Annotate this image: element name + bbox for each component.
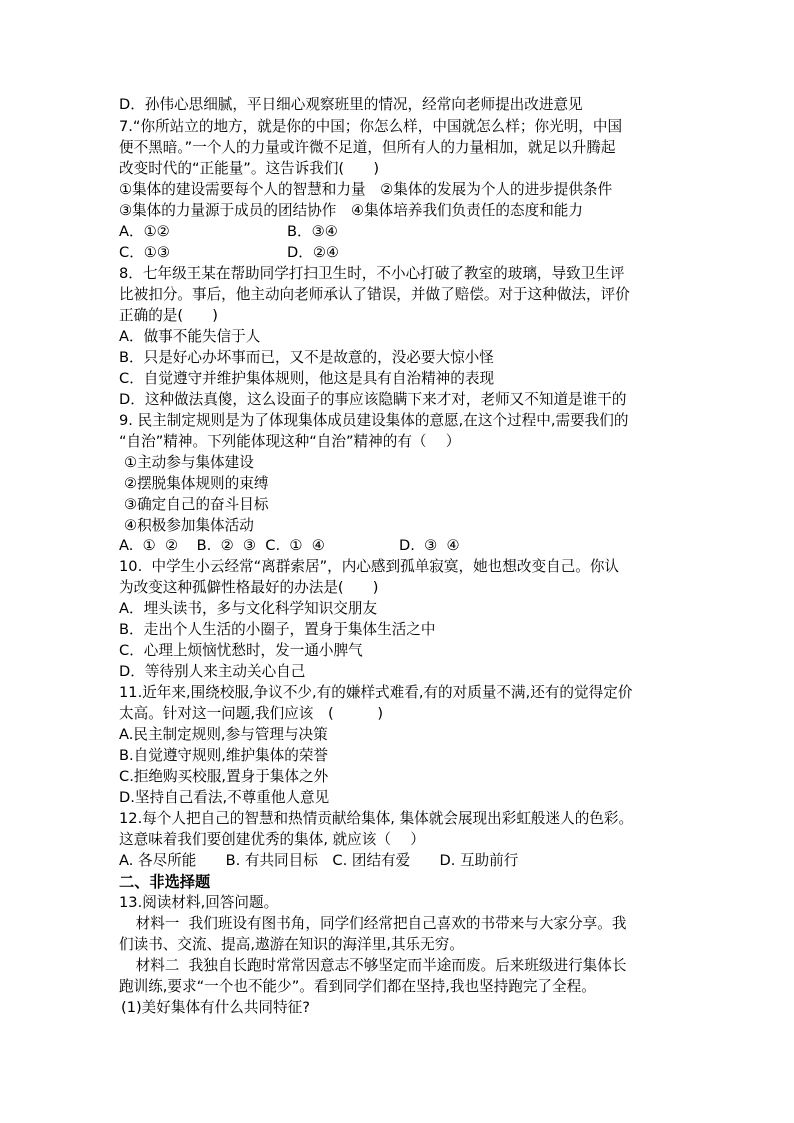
section-heading-non-choice: 二、非选择题	[119, 873, 211, 891]
q11-stem-line-1: 11.近年来,围绕校服,争议不少,有的嫌样式难看,有的对质量不满,还有的觉得定价	[119, 684, 633, 701]
q11-option-c: C.拒绝购买校服,置身于集体之外	[119, 768, 329, 785]
q9-statement-3: ③确定自己的奋斗目标	[124, 496, 269, 513]
q8-option-c: C．自觉遵守并维护集体规则，他这是具有自治精神的表现	[119, 370, 495, 387]
q7-statements-1: ①集体的建设需要每个人的智慧和力量 ②集体的发展为个人的进步提供条件	[119, 181, 613, 198]
q9-statement-4: ④积极参加集体活动	[124, 517, 254, 534]
q10-stem-line-1: 10. 中学生小云经常“离群索居”，内心感到孤单寂寞，她也想改变自己。你认	[119, 558, 620, 575]
q12-stem-line-1: 12.每个人把自己的智慧和热情贡献给集体, 集体就会展现出彩虹般迷人的色彩。	[119, 810, 634, 827]
q10-stem-line-2: 为改变这种孤僻性格最好的办法是( )	[119, 579, 379, 596]
q6-option-d: D．孙伟心思细腻，平日细心观察班里的情况，经常向老师提出改进意见	[119, 96, 583, 113]
q7-stem-line-1: 7.“你所站立的地方，就是你的中国；你怎么样，中国就怎么样；你光明，中国	[119, 118, 623, 135]
q8-option-d: D．这种做法真傻，这么设面子的事应该隐瞒下来才对，老师又不知道是谁干的	[119, 391, 627, 408]
q13-material-2-line-2: 跑训练,要求“一个也不能少”。看到同学们都在坚持,我也坚持跑完了全程。	[119, 978, 596, 995]
q8-stem-line-2: 比被扣分。事后，他主动向老师承认了错误，并做了赔偿。对于这种做法，评价	[119, 286, 630, 303]
q10-option-a: A．埋头读书，多与文化科学知识交朋友	[119, 600, 378, 617]
q8-option-a: A．做事不能失信于人	[119, 328, 261, 345]
q9-options-abc: A. ① ② B. ② ③ C. ① ④	[119, 537, 325, 554]
q11-stem-line-2: 太高。针对这一问题,我们应该 ( )	[119, 705, 384, 722]
q7-stem-line-2: 便不黑暗。”一个人的力量或许微不足道，但所有人的力量相加，就足以升腾起	[119, 139, 616, 156]
q7-option-a: A．①②	[119, 223, 170, 240]
q11-option-b: B.自觉遵守规则,维护集体的荣誉	[119, 747, 329, 764]
q13-material-1-line-2: 们读书、交流、提高,遨游在知识的海洋里,其乐无穷。	[119, 936, 464, 953]
q13-subquestion-1: (1)美好集体有什么共同特征?	[121, 999, 310, 1016]
q8-stem-line-3: 正确的是( )	[119, 307, 218, 324]
q10-option-c: C．心理上烦恼忧愁时，发一通小脾气	[119, 642, 363, 659]
q8-stem-line-1: 8．七年级王某在帮助同学打扫卫生时，不小心打破了教室的玻璃，导致卫生评	[119, 265, 625, 282]
q9-statement-2: ②摆脱集体规则的束缚	[124, 475, 269, 492]
q8-option-b: B．只是好心办坏事而已，又不是故意的，没必要大惊小怪	[119, 349, 494, 366]
q9-statement-1: ①主动参与集体建设	[124, 454, 254, 471]
q7-statements-2: ③集体的力量源于成员的团结协作 ④集体培养我们负责任的态度和能力	[119, 202, 583, 219]
q10-option-b: B．走出个人生活的小圈子，置身于集体生活之中	[119, 621, 436, 638]
q7-stem-line-3: 改变时代的“正能量”。这告诉我们( )	[119, 160, 380, 177]
q13-material-1-line-1: 材料一 我们班设有图书角，同学们经常把自己喜欢的书带来与大家分享。我	[121, 915, 627, 932]
q12-stem-line-2: 这意味着我们要创建优秀的集体, 就应该（ ）	[119, 831, 425, 848]
q7-option-d: D．②④	[287, 244, 339, 261]
q10-option-d: D．等待别人来主动关心自己	[119, 663, 306, 680]
q7-option-b: B．③④	[287, 223, 338, 240]
q11-option-d: D.坚持自己看法,不尊重他人意见	[119, 789, 330, 806]
q13-stem: 13.阅读材料,回答问题。	[119, 894, 279, 911]
q12-options: A. 各尽所能 B. 有共同目标 C. 团结有爱 D. 互助前行	[119, 852, 519, 869]
q13-material-2-line-1: 材料二 我独自长跑时常常因意志不够坚定而半途而废。后来班级进行集体长	[121, 957, 627, 974]
q9-stem-line-2: “自治”精神。下列能体现这种“自治”精神的有（ ）	[119, 433, 461, 450]
q7-option-c: C．①③	[119, 244, 170, 261]
q11-option-a: A.民主制定规则,参与管理与决策	[119, 726, 328, 743]
q9-stem-line-1: 9. 民主制定规则是为了体现集体成员建设集体的意愿,在这个过程中,需要我们的	[119, 412, 629, 429]
q9-option-d: D. ③ ④	[399, 537, 460, 554]
